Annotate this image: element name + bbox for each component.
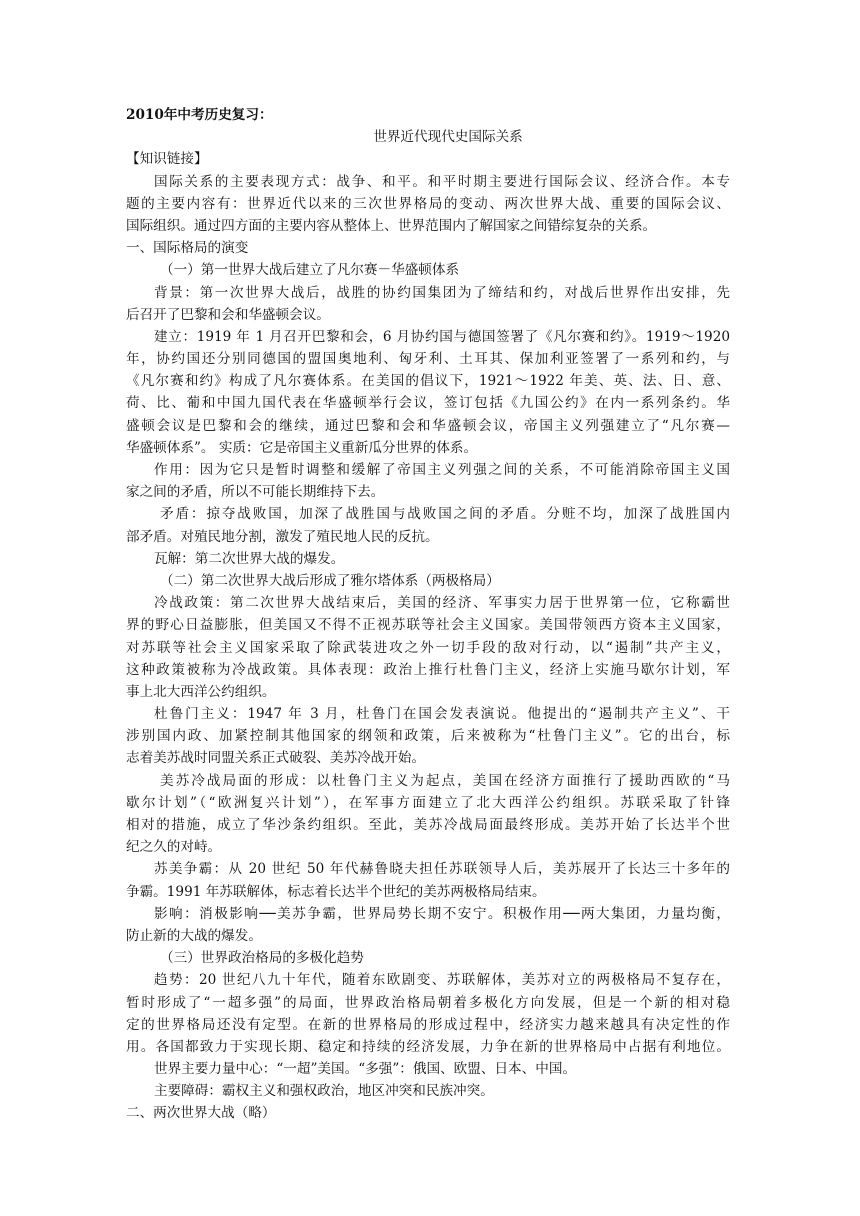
text-line: 世界主要力量中心：“一超”美国。“多强”：俄国、欧盟、日本、中国。 [154, 1061, 577, 1078]
text-line: 冷战政策：第二次世界大战结束后，美国的经济、军事实力居于世界第一位，它称霸世 [154, 595, 730, 612]
text-line: 防止新的大战的爆发。 [126, 927, 262, 944]
text-line: 二、两次世界大战（略） [126, 1105, 276, 1122]
text-line: 主要障碍：霸权主义和强权政治，地区冲突和民族冲突。 [154, 1083, 494, 1100]
text-line: 对苏联等社会主义国家采取了除武装进攻之外一切手段的敌对行动，以“遏制”共产主义， [126, 639, 730, 656]
text-line: 背景：第一次世界大战后，战胜的协约国集团为了缔结和约，对战后世界作出安排，先 [154, 284, 730, 301]
text-line: （二）第二次世界大战后形成了雅尔塔体系（两极格局） [160, 572, 500, 589]
text-line: 美苏冷战局面的形成：以杜鲁门主义为起点，美国在经济方面推行了援助西欧的“马 [160, 772, 730, 789]
text-line: 荷、比、葡和中国九国代表在华盛顿举行会议，签订包括《九国公约》在内一系列条约。华 [126, 395, 730, 412]
text-line: 年，协约国还分别同德国的盟国奥地利、匈牙利、土耳其、保加利亚签署了一系列和约，与 [126, 351, 730, 368]
text-line: 作用：因为它只是暂时调整和缓解了帝国主义列强之间的关系，不可能消除帝国主义国 [154, 462, 730, 478]
text-line: 歇尔计划”（“欧洲复兴计划”），在军事方面建立了北大西洋公约组织。苏联采取了针锋 [126, 794, 730, 811]
text-line: 影响：消极影响──美苏争霸，世界局势长期不安宁。积极作用──两大集团，力量均衡， [154, 905, 730, 922]
text-line: 国际关系的主要表现方式：战争、和平。和平时期主要进行国际会议、经济合作。本专 [154, 173, 730, 190]
text-line: 定的世界格局还没有定型。在新的世界格局的形成过程中，经济实力越来越具有决定性的作 [126, 1016, 730, 1033]
text-line: 后召开了巴黎和会和华盛顿会议。 [126, 306, 330, 323]
text-line: 一、国际格局的演变 [126, 240, 249, 257]
text-line: 国际组织。通过四方面的主要内容从整体上、世界范围内了解国家之间错综复杂的关系。 [126, 217, 657, 234]
text-line: 《凡尔赛和约》构成了凡尔赛体系。在美国的倡议下，1921～1922 年美、英、法、日、意、 [126, 373, 730, 390]
document-page [126, 104, 730, 1125]
text-line: 事上北大西洋公约组织。 [126, 683, 276, 700]
text-line: 界的野心日益膨胀，但美国又不得不正视苏联等社会主义国家。美国带领西方资本主义国家， [126, 617, 730, 634]
text-line: 家之间的矛盾，所以不可能长期维持下去。 [126, 484, 385, 501]
text-line: 争霸。1991 年苏联解体，标志着长达半个世纪的美苏两极格局结束。 [126, 883, 546, 900]
text-line: 纪之久的对峙。 [126, 839, 222, 856]
text-line: 这种政策被称为冷战政策。具体表现：政治上推行杜鲁门主义，经济上实施马歇尔计划，军 [126, 661, 730, 678]
text-line: 趋势：20 世纪八九十年代，随着东欧剧变、苏联解体，美苏对立的两极格局不复存在， [154, 972, 730, 989]
text-line: 暂时形成了“一超多强”的局面，世界政治格局朝着多极化方向发展，但是一个新的相对稳 [126, 994, 730, 1011]
doc-title: 2010年中考历史复习： [126, 107, 273, 123]
text-line: （三）世界政治格局的多极化趋势 [160, 950, 364, 967]
text-line: （一）第一世界大战后建立了凡尔赛－华盛顿体系 [160, 262, 460, 279]
text-line: 杜鲁门主义：1947 年 3 月，杜鲁门在国会发表演说。他提出的“遏制共产主义”、干 [154, 706, 730, 723]
doc-subtitle: 世界近代现代史国际关系 [373, 129, 523, 146]
text-line: 矛盾：掠夺战败国，加深了战胜国与战败国之间的矛盾。分赃不均，加深了战胜国内 [160, 506, 730, 523]
text-line: 相对的措施，成立了华沙条约组织。至此，美苏冷战局面最终形成。美苏开始了长达半个世 [126, 817, 730, 833]
text-line: 题的主要内容有：世界近代以来的三次世界格局的变动、两次世界大战、重要的国际会议、 [126, 195, 730, 212]
text-line: 【知识链接】 [126, 151, 208, 168]
doc-body [126, 148, 730, 1124]
text-line: 建立：1919 年 1 月召开巴黎和会，6 月协约国与德国签署了《凡尔赛和约》。1919～1920 [154, 328, 730, 345]
text-line: 盛顿会议是巴黎和会的继续，通过巴黎和会和华盛顿会议，帝国主义列强建立了“凡尔赛— [126, 417, 730, 434]
text-line: 用。各国都致力于实现长期、稳定和持续的经济发展，力争在新的世界格局中占据有利地位。 [126, 1038, 730, 1055]
text-line: 志着美苏战时同盟关系正式破裂、美苏冷战开始。 [126, 750, 426, 767]
text-line: 部矛盾。对殖民地分割，激发了殖民地人民的反抗。 [126, 528, 439, 545]
text-line: 涉别国内政、加紧控制其他国家的纲领和政策，后来被称为“杜鲁门主义”。它的出台，标 [126, 728, 730, 745]
text-line: 瓦解：第二次世界大战的爆发。 [154, 550, 345, 567]
text-line: 苏美争霸：从 20 世纪 50 年代赫鲁晓夫担任苏联领导人后，美苏展开了长达三十多年的 [154, 861, 730, 878]
text-line: 华盛顿体系”。 实质：它是帝国主义重新瓜分世界的体系。 [126, 439, 478, 456]
